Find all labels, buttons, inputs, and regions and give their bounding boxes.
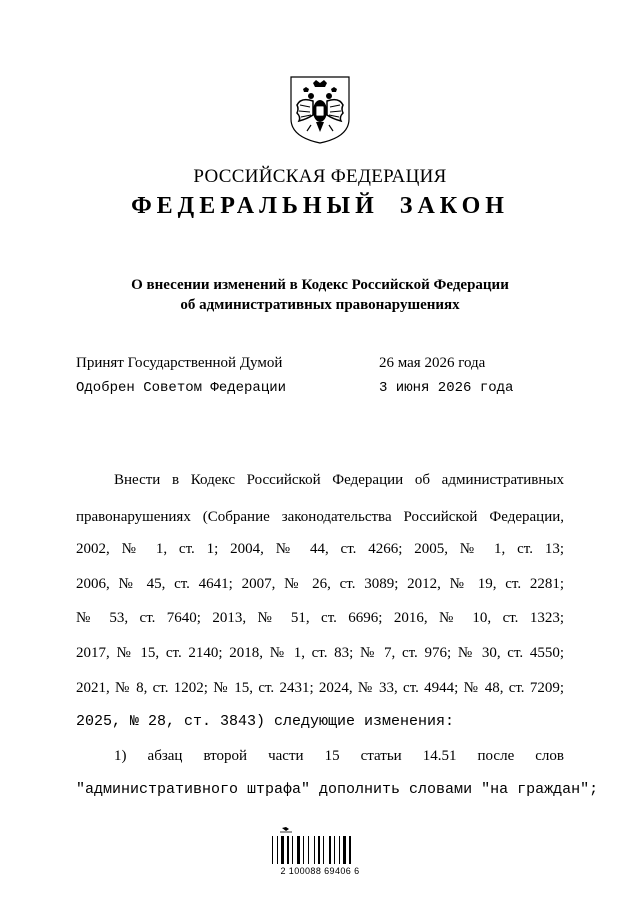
amendment-item-1-line-2: "административного штрафа" дополнить словами "на граждан";	[76, 781, 599, 798]
barcode-bar	[281, 836, 284, 864]
body-line-1: Внести в Кодекс Российской Федерации об административных	[114, 472, 564, 488]
barcode-bar	[277, 836, 278, 864]
barcode-bar	[318, 836, 320, 864]
barcode-bar	[272, 836, 273, 864]
body-line-7: 2021, № 8, ст. 1202; № 15, ст. 2431; 2024, № 33, ст. 4944; № 48, ст. 7209;	[76, 680, 564, 696]
law-title-line-1: О внесении изменений в Кодекс Российской Федерации	[131, 277, 509, 293]
barcode-bar	[349, 836, 351, 864]
barcode-bar	[339, 836, 340, 864]
barcode-bar	[334, 836, 335, 864]
barcode-bar	[343, 836, 346, 864]
barcode-number: 2 100088 69406 6	[280, 866, 360, 876]
barcode-bar	[287, 836, 289, 864]
barcode-bar	[323, 836, 324, 864]
barcode-bar	[308, 836, 309, 864]
coat-of-arms-icon	[289, 75, 351, 145]
duma-adoption-date: 26 мая 2026 года	[379, 355, 486, 371]
duma-adoption-label: Принят Государственной Думой	[76, 355, 283, 371]
barcode-bar	[292, 836, 293, 864]
amendment-item-1-line-1: 1) абзац второй части 15 статьи 14.51 после слов	[114, 748, 564, 764]
council-approval-label: Одобрен Советом Федерации	[76, 380, 287, 396]
country-name: РОССИЙСКАЯ ФЕДЕРАЦИЯ	[193, 166, 447, 187]
body-line-8: 2025, № 28, ст. 3843) следующие изменения:	[76, 713, 455, 730]
body-line-2: правонарушениях (Собрание законодательства Российской Федерации,	[76, 509, 564, 525]
body-line-3: 2002, № 1, ст. 1; 2004, № 44, ст. 4266; 2005, № 1, ст. 13;	[76, 541, 564, 557]
barcode-bar	[303, 836, 304, 864]
council-approval-date: 3 июня 2026 года	[379, 380, 514, 396]
document-type: ФЕДЕРАЛЬНЫЙ ЗАКОН	[131, 193, 509, 219]
barcode-bar	[297, 836, 300, 864]
body-line-6: 2017, № 15, ст. 2140; 2018, № 1, ст. 83; № 7, ст. 976; № 30, ст. 4550;	[76, 645, 564, 661]
barcode-bar	[329, 836, 331, 864]
body-line-5: № 53, ст. 7640; 2013, № 51, ст. 6696; 2016, № 10, ст. 1323;	[76, 610, 564, 626]
body-line-4: 2006, № 45, ст. 4641; 2007, № 26, ст. 3089; 2012, № 19, ст. 2281;	[76, 576, 564, 592]
barcode-bar	[314, 836, 315, 864]
law-title	[0, 275, 640, 315]
law-title-line-2: об административных правонарушениях	[180, 297, 460, 313]
